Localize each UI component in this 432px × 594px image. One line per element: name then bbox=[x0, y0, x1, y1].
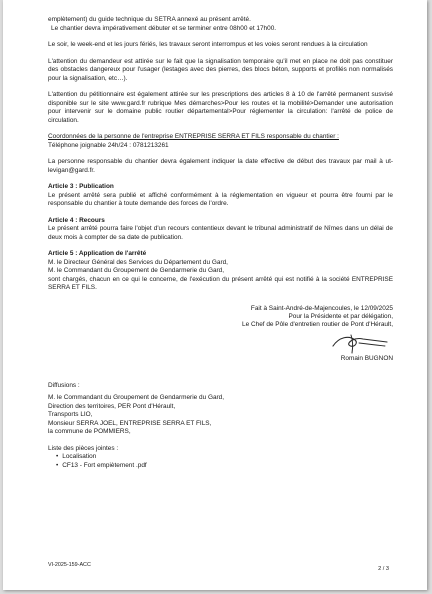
article-5-line-2: M. le Commandant du Groupement de Gendarmerie du Gard, bbox=[48, 267, 225, 274]
paragraph-prescriptions: L'attention du pétitionnaire est également attirée sur les prescriptions des articles 8 à 10 de l'arrêté permanent susvisé disponible sur le site www.gard.fr rubrique Mes démarches>Pour les routes et la mobilité>Demander une autorisation pour intervenir sur le domaine public routier départemental>Pour réglementer la circulation: l'arrêté de police de circulation. bbox=[48, 91, 393, 124]
signature-role: Le Chef de Pôle d'entretien routier de Pont d'Hérault, bbox=[242, 321, 393, 329]
page-number: 2 / 3 bbox=[378, 566, 389, 572]
diffusion-item: Direction des territoires, PER Pont d'Hérault, bbox=[48, 402, 176, 410]
attachments-list bbox=[48, 453, 393, 470]
handwritten-signature bbox=[329, 331, 391, 355]
document-body bbox=[48, 16, 393, 470]
diffusion-item: Monsieur SERRA JOEL, ENTREPRISE SERRA ET FILS, bbox=[48, 419, 212, 427]
diffusion-item: la commune de POMMIERS, bbox=[48, 428, 131, 436]
contact-phone: Téléphone joignable 24h/24 : 0781213261 bbox=[48, 141, 169, 149]
article-4-text: Le présent arrêté pourra faire l'objet d'un recours contentieux devant le tribunal administratif de Nîmes dans un délai de deux mois à compter de sa date de publication. bbox=[48, 225, 393, 241]
document-page bbox=[3, 0, 427, 590]
paragraph-hours: Le chantier devra impérativement débuter et se terminer entre 08h00 et 17h00. bbox=[51, 24, 277, 32]
paragraph-start-date: La personne responsable du chantier devra également indiquer la date effective de début des travaux par mail à ut-levigan@gard.fr. bbox=[48, 158, 393, 174]
article-3-title: Article 3 : Publication bbox=[48, 183, 114, 190]
article-5-line-1: M. le Directeur Général des Services du Département du Gard, bbox=[48, 258, 228, 266]
article-5-line-3: sont chargés, chacun en ce qui le concerne, de l'exécution du présent arrêté qui est notifié à la société ENTREPRISE SERRA ET FILS. bbox=[48, 275, 393, 291]
article-4-title: Article 4 : Recours bbox=[48, 216, 105, 224]
diffusion-item: Transports LIO, bbox=[48, 411, 93, 419]
diffusion-item: M. le Commandant du Groupement de Gendarmerie du Gard, bbox=[48, 394, 225, 402]
article-5-title: Article 5 : Application de l'arrêté bbox=[48, 250, 147, 257]
attachment-item: • CF13 - Fort empiètement .pdf bbox=[56, 462, 393, 471]
attachment-item: • Localisation bbox=[56, 453, 393, 462]
diffusions-title: Diffusions : bbox=[48, 381, 80, 389]
contact-label: Coordonnées de la personne de l'entreprise ENTREPRISE SERRA ET FILS responsable du chantier : bbox=[48, 133, 339, 140]
paragraph-evening: Le soir, le week-end et les jours fériés, les travaux seront interrompus et les voies seront rendues à la circulation bbox=[48, 41, 368, 48]
paragraph-signalisation: L'attention du demandeur est attirée sur le fait que la signalisation temporaire qu'il met en place ne doit pas constituer des obstacles dangereux pour l'usager (lestages avec des pierres, des blocs béton, supports et profilés non normalisés pour la signalisation, etc…). bbox=[48, 57, 393, 82]
attachments-section bbox=[48, 445, 393, 471]
signer-name: Romain BUGNON bbox=[340, 355, 393, 363]
signature-delegation: Pour la Présidente et par délégation, bbox=[288, 312, 393, 320]
attachments-title: Liste des pièces jointes : bbox=[48, 444, 119, 452]
article-3-text: Le présent arrêté sera publié et affiché conformément à la réglementation en vigueur et pourra être fourni par le responsable du chantier à toute demande des forces de l'ordre. bbox=[48, 191, 393, 207]
signature-block bbox=[48, 305, 393, 364]
signature-place-date: Fait à Saint-André-de-Majencoules, le 12/09/2025 bbox=[250, 304, 393, 312]
diffusions-section bbox=[48, 382, 393, 437]
paragraph-setra: emplètement) du guide technique du SETRA annexé au présent arrêté. bbox=[48, 16, 251, 23]
footer-reference: VI-2025-159-ACC bbox=[48, 562, 91, 568]
